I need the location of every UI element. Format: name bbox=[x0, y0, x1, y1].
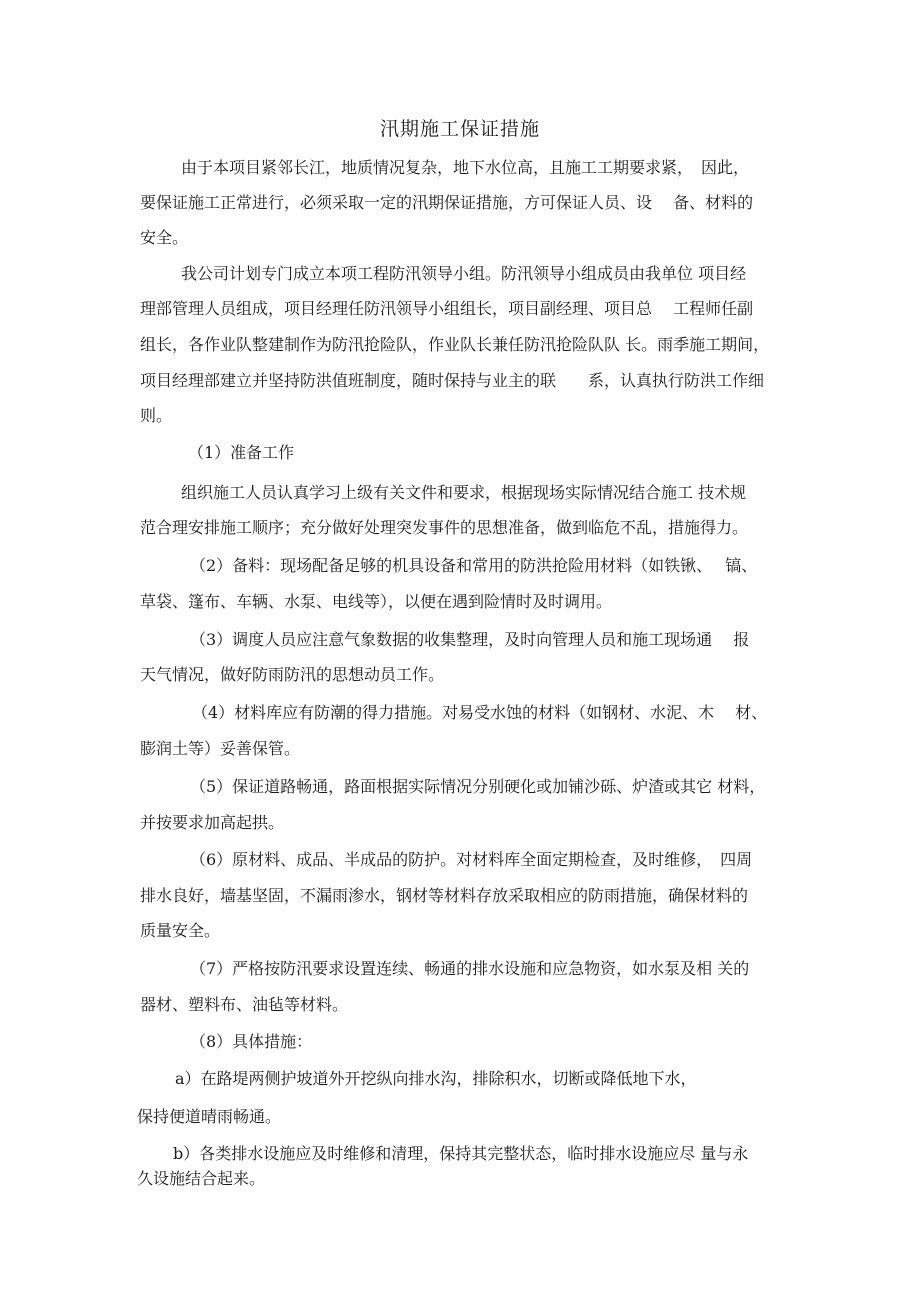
paragraph-line: 理部管理人员组成，项目经理任防汛领导小组组长，项目副经理、项目总 工程师任副 bbox=[140, 299, 754, 318]
paragraph-line: 要保证施工正常进行，必须采取一定的汛期保证措施，方可保证人员、设 备、材料的 bbox=[140, 193, 754, 212]
paragraph-line: 组长，各作业队整建制作为防汛抢险队，作业队长兼任防汛抢险队队 长。雨季施工期间， bbox=[140, 335, 770, 354]
list-item-line: （3）调度人员应注意气象数据的收集整理，及时向管理人员和施工现场通 报 bbox=[190, 630, 750, 649]
paragraph-line: 由于本项目紧邻长江，地质情况复杂，地下水位高，且施工工期要求紧， 因此， bbox=[181, 158, 750, 177]
list-item-line: 质量安全。 bbox=[140, 921, 221, 940]
list-item-line: 并按要求加高起拱。 bbox=[140, 813, 285, 832]
list-item-line: （6）原材料、成品、半成品的防护。对材料库全面定期检查，及时维修， 四周 bbox=[190, 850, 753, 869]
document-title: 汛期施工保证措施 bbox=[379, 118, 540, 140]
paragraph-line: 组织施工人员认真学习上级有关文件和要求，根据现场实际情况结合施工 技术规 bbox=[181, 483, 747, 502]
list-item-line: 排水良好，墙基坚固，不漏雨渗水，钢材等材料存放采取相应的防雨措施，确保材料的 bbox=[140, 886, 749, 905]
list-item-line: （5）保证道路畅通，路面根据实际情况分别硬化或加铺沙砾、炉渣或其它 材料， bbox=[190, 777, 766, 796]
list-item-line: 天气情况，做好防雨防汛的思想动员工作。 bbox=[140, 665, 445, 684]
paragraph-line: 范合理安排施工顺序；充分做好处理突发事件的思想准备，做到临危不乱，措施得力。 bbox=[140, 518, 749, 537]
sub-item-line: b）各类排水设施应及时维修和清理，保持其完整状态，临时排水设施应尽 量与永 bbox=[173, 1144, 749, 1163]
paragraph-line: 安全。 bbox=[140, 228, 189, 247]
paragraph-line: 则。 bbox=[140, 406, 173, 425]
list-item-line: （2）备料：现场配备足够的机具设备和常用的防洪抢险用材料（如铁锹、 镐、 bbox=[190, 556, 758, 575]
list-item-line: （4）材料库应有防潮的得力措施。对易受水蚀的材料（如钢材、水泥、木 材、 bbox=[192, 703, 768, 722]
list-item-line: 膨润土等）妥善保管。 bbox=[140, 739, 301, 758]
sub-item-line: a）在路堤两侧护坡道外开挖纵向排水沟，排除积水，切断或降低地下水， bbox=[175, 1069, 697, 1088]
section-heading: （1）准备工作 bbox=[188, 443, 295, 462]
sub-item-line: 久设施结合起来。 bbox=[137, 1169, 266, 1188]
list-item-line: 草袋、篷布、车辆、水泵、电线等），以便在遇到险情时及时调用。 bbox=[140, 592, 613, 611]
paragraph-line: 项目经理部建立并坚持防洪值班制度，随时保持与业主的联 系，认真执行防洪工作细 bbox=[140, 371, 765, 390]
sub-item-line: 保持便道晴雨畅通。 bbox=[137, 1107, 282, 1126]
list-item-line: 器材、塑料布、油毡等材料。 bbox=[140, 995, 349, 1014]
section-heading: （8）具体措施： bbox=[190, 1032, 313, 1051]
list-item-line: （7）严格按防汛要求设置连续、畅通的排水设施和应急物资，如水泵及相 关的 bbox=[190, 959, 750, 978]
paragraph-line: 我公司计划专门成立本项工程防汛领导小组。防汛领导小组成员由我单位 项目经 bbox=[181, 264, 747, 283]
